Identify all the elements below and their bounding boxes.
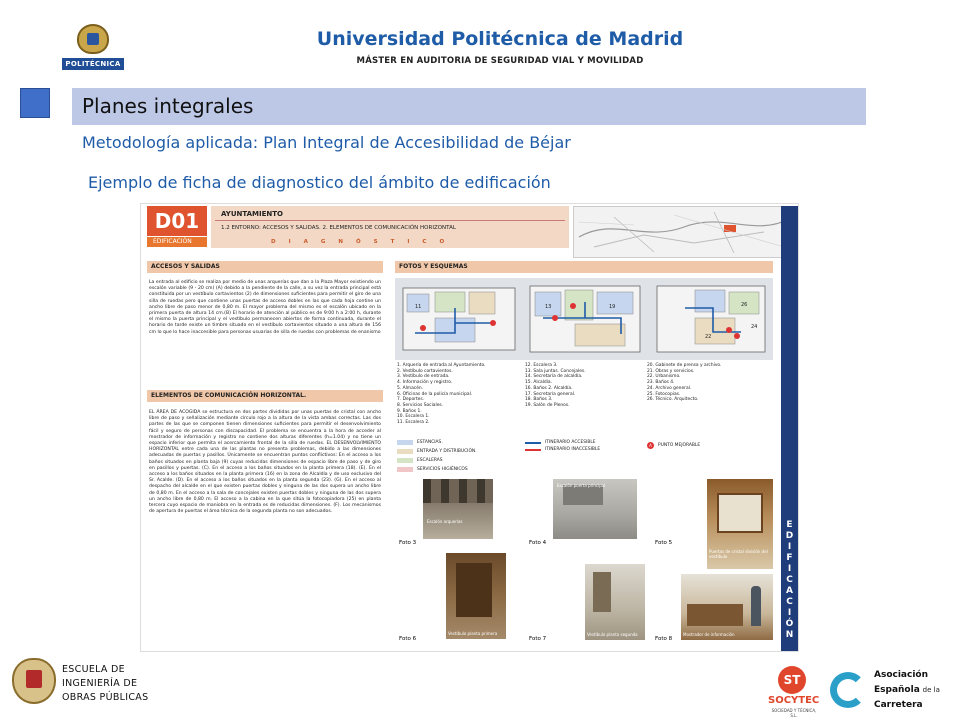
- legend-col-1: [397, 363, 517, 426]
- photo-label: Foto 7: [529, 636, 547, 642]
- photo-label: Foto 6: [399, 636, 417, 642]
- photo-caption: Escalón arquerías: [427, 519, 463, 524]
- photo-7: [585, 564, 645, 640]
- punto-marker-icon: A: [647, 442, 654, 449]
- key-label: PUNTO MEJORABLE: [658, 443, 701, 448]
- key-label: ESTANCIAS.: [417, 440, 443, 445]
- socytec-subtitle: SOCIEDAD Y TÉCNICA, S.L.: [771, 708, 817, 718]
- key-label: ENTRADA Y DISTRIBUCIÓN.: [417, 449, 477, 454]
- glass-door: [717, 493, 763, 533]
- aec-line-2-text: Española: [874, 685, 920, 695]
- socytec-name: SOCYTEC: [768, 695, 820, 706]
- key-swatch: [397, 440, 413, 445]
- aec-logo: [828, 664, 958, 718]
- key-estancias: [397, 440, 443, 445]
- eop-line-3: OBRAS PÚBLICAS: [62, 692, 149, 703]
- person-silhouette: [751, 586, 761, 626]
- plan-second: [657, 286, 765, 352]
- legend-item: 4. Información y registro.: [397, 380, 453, 386]
- key-label: ITINERARIO INACCESIBLE: [545, 447, 601, 452]
- slide-title: Planes integrales: [82, 94, 254, 118]
- key-line: [525, 442, 541, 444]
- legend-item: 25. Fotocopias.: [647, 391, 681, 397]
- arcade-arches: [423, 479, 493, 503]
- legend-col-2: [525, 363, 640, 409]
- key-swatch: [397, 458, 413, 463]
- plan-label: 13: [545, 304, 552, 310]
- wooden-door: [456, 563, 492, 617]
- key-itinerario-accesible: [525, 440, 596, 445]
- legend-item: 17. Secretaría general.: [525, 391, 576, 397]
- side-word: [782, 520, 797, 641]
- location-map: [573, 206, 795, 258]
- photo-label: Foto 5: [655, 540, 673, 546]
- legend-item: 7. Deportes.: [397, 397, 425, 403]
- ficha-building-name: AYUNTAMIENTO: [221, 210, 283, 218]
- photo-8: [681, 574, 773, 640]
- upm-logo-label: POLITÉCNICA: [62, 58, 124, 70]
- plan-label: 22: [705, 334, 712, 340]
- key-label: SERVICIOS HIGIÉNICOS: [417, 467, 468, 472]
- ficha-code-tag: EDIFICACIÓN: [147, 237, 207, 247]
- legend-item: 23. Baños 4.: [647, 380, 675, 386]
- legend-item: 8. Servicios Sociales.: [397, 402, 444, 408]
- legend-item: 21. Obras y servicios.: [647, 368, 695, 374]
- plan-label: 24: [751, 324, 758, 330]
- legend-item: 2. Vestíbulo cortavientos.: [397, 368, 453, 374]
- comunicacion-text: EL ÁREA DE ACOGIDA se estructura en dos partes divididas por unas puertas de cristal con ancho libre de paso y señalización mediante círculo rojo a la altura de la vista ambas correctas. Las dos partes de las que se componen tienen dimensiones suficientes para permitir el desenvolvimiento fácil y seguro de personas con discapacidad. El problema se encuentra a la hora de acceder al mostrador de información y registro no contiene dos alturas diferentes (h=1.04) y no tiene un espacio inferior que permita el acercamiento frontal de la silla de ruedas. EL DESENVOLVIMIENTO HORIZONTAL entre cada una de las plantas no presenta problemas, debido a las dimensiones adecuadas de puertas y pasillos. Únicamente se encuentran puntos conflictivos: En el acceso a los baños situados en planta baja (9) cuyas reducidas dimensiones de espacio libre de paso y de giro en pasillos y puertas. (C). En el acceso a los baños situados en la planta primera (18). (E). En el acceso a los baños situados en la planta primera (16) en la zona de Alcaldía y de uso exclusivo del Sr. Acalde. (D). En el acceso a los baños situados en la planta segunda (23). (G). En el acceso al despacho del alcalde en el que existen puertas dobles y ninguna de las dos supera un ancho libre de 0,80 m. En el acceso a la sala de concejales existen puertas dobles y ninguna de las dos supera un ancho libre de 0,80 m. El acceso a la cabina en la que sitúa la fotocopiadora (25) en planta tercera cuyo espacio de maniobra en la entrada es de reducidas dimensiones. (F). Los mecanismos de apertura de puertas el área técnica de la segunda planta no son adecuados.: [149, 410, 381, 515]
- key-label: ITINERARIO ACCESIBLE: [545, 440, 596, 445]
- legend-item: 5. Almacén.: [397, 385, 424, 391]
- legend-item: 15. Alcaldía.: [525, 380, 553, 386]
- legend-item: 11. Escalera 2.: [397, 420, 430, 426]
- plan-label: 19: [609, 304, 616, 310]
- legend-item: 9. Baños 1.: [397, 408, 422, 414]
- key-swatch: [397, 449, 413, 454]
- example-caption: Ejemplo de ficha de diagnostico del ámbito de edificación: [88, 173, 551, 192]
- legend-item: 19. Salón de Plenos.: [525, 402, 570, 408]
- plan-label: 11: [415, 304, 422, 310]
- ficha-header-divider: [215, 220, 565, 221]
- ficha-document: [140, 203, 799, 652]
- legend-col-3: [647, 363, 773, 403]
- upm-crest-icon: [77, 24, 109, 54]
- ficha-diagnostico: DIAGNÓSTICO: [271, 239, 458, 245]
- legend-item: 13. Sala juntas. Concejales.: [525, 368, 586, 374]
- legend-item: 22. Urbanismo.: [647, 374, 681, 380]
- key-swatch: [397, 467, 413, 472]
- key-escaleras: [397, 458, 443, 463]
- key-punto-mejorable: [647, 442, 700, 449]
- methodology-text: Metodología aplicada: Plan Integral de Accesibilidad de Béjar: [82, 133, 571, 152]
- photo-caption: Mostrador de información: [683, 632, 735, 637]
- master-subtitle: MÁSTER EN AUDITORIA DE SEGURIDAD VIAL Y MOVILIDAD: [356, 56, 644, 66]
- photo-label: Foto 4: [529, 540, 547, 546]
- legend-item: 3. Vestíbulo de entrada.: [397, 374, 450, 380]
- fotos-header: FOTOS Y ESQUEMAS: [395, 261, 773, 273]
- aec-line-1: [874, 670, 928, 680]
- photo-label: Foto 3: [399, 540, 417, 546]
- legend-item: 20. Gabinete de prensa y archivo.: [647, 363, 722, 368]
- legend-item: 12. Escalera 3.: [525, 363, 558, 368]
- legend-item: 14. Secretaría de alcaldía.: [525, 374, 583, 380]
- legend-item: 1. Arquería de entrada al Ayuntamiento.: [397, 363, 486, 368]
- eop-crest-icon: [12, 658, 56, 704]
- legend-item: 24. Archivo general.: [647, 385, 692, 391]
- photo-6: [446, 553, 506, 639]
- aec-line-3: [874, 700, 923, 710]
- accesos-header: ACCESOS Y SALIDAS: [147, 261, 383, 273]
- photo-caption: Puertas de cristal división del vestíbulo: [709, 549, 768, 559]
- key-itinerario-inaccesible: [525, 447, 600, 452]
- doorway: [563, 485, 603, 505]
- legend-item: 6. Oficinas de la policía municipal.: [397, 391, 473, 397]
- socytec-logo: [768, 666, 820, 718]
- key-servicios: [397, 467, 468, 472]
- socytec-mark-icon: ST: [778, 666, 806, 694]
- key-label: ESCALERAS: [417, 458, 443, 463]
- legend-item: 10. Escalera 1.: [397, 414, 430, 420]
- floor-plans-drawing: [395, 278, 773, 360]
- comunicacion-header: ELEMENTOS DE COMUNICACIÓN HORIZONTAL.: [147, 390, 383, 402]
- photo-4: [553, 479, 637, 539]
- key-line: [525, 449, 541, 451]
- photo-caption: Vestíbulo planta segunda: [587, 632, 638, 637]
- aec-line-1-text: Asociación: [874, 670, 929, 680]
- floor-plans: [395, 278, 773, 360]
- ficha-entorno: 1.2 ENTORNO: ACCESOS Y SALIDAS. 2. ELEMENTOS DE COMUNICACIÓN HORIZONTAL: [221, 225, 456, 231]
- accesos-text: La entrada al edificio se realiza por medio de unas arquerías que dan a la Plaza Mayor existiendo un escalón variable (9 - 20 cm) (A) debido a la pendiente de la calle, a su vez la entrada principal está constituida por un vestíbulo cortavientos (2) de dimensiones suficientes para permitir el giro de una silla de ruedas pero que contiene unas puertas de acceso dobles en las que cada hoja contine un ancho libre de paso menor de 0,80 m. El mayor problema del mismo es el escalón ubicado en la primera puerta de altura 14 cm.(B) El horario de atención al público es de 9:00 h a 2:00 h, durante el mismo la puerta principal y el vestíbulo permanecen abiertos de forma continuada, durante el horario de tarde existe un timbre situado en el vestíbulo cortavientos situado a una altura de 156 cm lo que lo hace inaccesible para personas usuarias de silla de ruedas con problemas de enanismo: [149, 280, 381, 335]
- photo-caption: Vestíbulo planta primera: [448, 631, 498, 636]
- aec-line-2b-text: de la: [922, 686, 940, 694]
- plan-first: [530, 286, 640, 352]
- photo-label: Foto 8: [655, 636, 673, 642]
- photo-caption: Escalón puerta principal: [557, 483, 606, 488]
- plan-ground: [403, 288, 515, 350]
- map-key: [397, 436, 773, 480]
- plan-label: 26: [741, 302, 748, 308]
- counter: [687, 604, 743, 626]
- photo-3: [423, 479, 493, 539]
- location-map-drawing: [574, 207, 794, 257]
- upm-logo: [62, 24, 124, 74]
- eop-logo: [12, 655, 152, 707]
- eop-line-1: ESCUELA DE: [62, 664, 125, 675]
- key-entrada: [397, 449, 477, 454]
- aec-line-2: [874, 685, 940, 695]
- corridor-door: [593, 572, 611, 612]
- side-word-text: EDIFICACIÓN: [785, 520, 794, 640]
- bullet-square: [20, 88, 50, 118]
- eop-line-2: INGENIERÍA DE: [62, 678, 138, 689]
- legend-item: 16. Baños 2. Alcaldía.: [525, 385, 573, 391]
- aec-line-3-text: Carretera: [874, 700, 923, 710]
- university-title: Universidad Politécnica de Madrid: [316, 28, 684, 50]
- ficha-code: D01: [147, 206, 207, 236]
- legend-item: 26. Técnico. Arquitecto.: [647, 397, 699, 403]
- aec-mark-icon: [830, 672, 866, 708]
- photo-5: [707, 479, 773, 569]
- legend-item: 18. Baños 3.: [525, 397, 553, 403]
